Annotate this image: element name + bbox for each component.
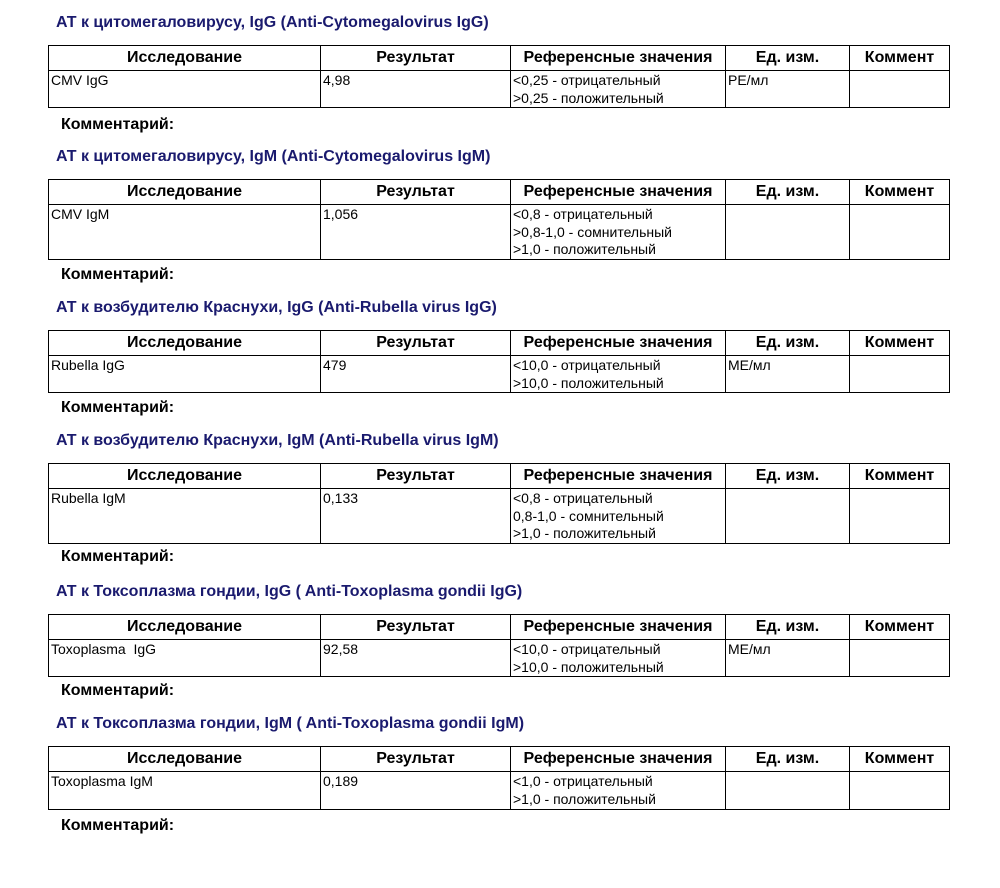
cell-unit — [726, 489, 850, 544]
reference-line: >1,0 - положительный — [513, 525, 656, 541]
header-unit: Ед. изм. — [726, 615, 850, 640]
reference-line: >1,0 - положительный — [513, 241, 656, 257]
cell-reference — [511, 356, 726, 393]
cell-test: Rubella IgG — [49, 356, 321, 393]
cell-reference — [511, 489, 726, 544]
reference-line: <0,8 - отрицательный — [513, 490, 653, 506]
cell-result: 479 — [321, 356, 511, 393]
table-header-row — [49, 747, 950, 772]
reference-line: >10,0 - положительный — [513, 374, 664, 391]
section-title: АТ к возбудителю Краснухи, IgG (Anti-Rubella virus IgG) — [56, 299, 497, 316]
results-table — [48, 463, 950, 544]
header-test: Исследование — [49, 464, 321, 489]
cell-result: 4,98 — [321, 71, 511, 108]
header-unit: Ед. изм. — [726, 747, 850, 772]
cell-unit — [726, 205, 850, 260]
cell-comment — [850, 489, 950, 544]
header-test: Исследование — [49, 747, 321, 772]
header-reference: Референсные значения — [511, 464, 726, 489]
cell-test: Toxoplasma IgM — [49, 772, 321, 810]
cell-test: CMV IgM — [49, 205, 321, 260]
comment-label: Комментарий: — [61, 399, 175, 416]
header-test: Исследование — [49, 46, 321, 71]
section-title: АТ к цитомегаловирусу, IgG (Anti-Cytomegalovirus IgG) — [56, 14, 489, 31]
comment-label: Комментарий: — [61, 116, 175, 133]
cell-comment — [850, 71, 950, 108]
table-row — [49, 640, 950, 677]
cell-unit — [726, 772, 850, 810]
header-result: Результат — [321, 747, 511, 772]
table-header-row — [49, 331, 950, 356]
cell-reference — [511, 71, 726, 108]
results-table — [48, 614, 950, 677]
table-header-row — [49, 46, 950, 71]
cell-unit: МЕ/мл — [726, 640, 850, 677]
header-comment: Коммент — [850, 331, 950, 356]
table-header-row — [49, 464, 950, 489]
reference-line: >0,25 - положительный — [513, 89, 664, 106]
comment-label: Комментарий: — [61, 682, 175, 699]
section-title: АТ к Токсоплазма гондии, IgG ( Anti-Toxoplasma gondii IgG) — [56, 583, 523, 600]
header-comment: Коммент — [850, 464, 950, 489]
reference-line: <1,0 - отрицательный — [513, 773, 653, 789]
comment-label: Комментарий: — [61, 548, 175, 565]
header-comment: Коммент — [850, 46, 950, 71]
results-table — [48, 45, 950, 108]
header-reference: Референсные значения — [511, 180, 726, 205]
reference-line: <10,0 - отрицательный — [513, 641, 661, 657]
cell-result: 92,58 — [321, 640, 511, 677]
header-unit: Ед. изм. — [726, 46, 850, 71]
comment-label: Комментарий: — [61, 266, 175, 283]
reference-line: <0,8 - отрицательный — [513, 206, 653, 222]
header-reference: Референсные значения — [511, 46, 726, 71]
header-comment: Коммент — [850, 747, 950, 772]
results-table — [48, 330, 950, 393]
section-title: АТ к цитомегаловирусу, IgM (Anti-Cytomegalovirus IgM) — [56, 148, 491, 165]
reference-line: <10,0 - отрицательный — [513, 357, 661, 373]
cell-test: Rubella IgM — [49, 489, 321, 544]
section-title: АТ к Токсоплазма гондии, IgM ( Anti-Toxoplasma gondii IgM) — [56, 715, 525, 732]
table-row — [49, 205, 950, 260]
table-header-row — [49, 180, 950, 205]
cell-test: CMV IgG — [49, 71, 321, 108]
header-test: Исследование — [49, 615, 321, 640]
header-result: Результат — [321, 180, 511, 205]
header-comment: Коммент — [850, 180, 950, 205]
results-table — [48, 179, 950, 260]
table-header-row — [49, 615, 950, 640]
reference-line: 0,8-1,0 - сомнительный — [513, 507, 664, 524]
comment-label: Комментарий: — [61, 817, 175, 834]
header-reference: Референсные значения — [511, 615, 726, 640]
cell-reference — [511, 205, 726, 260]
header-unit: Ед. изм. — [726, 464, 850, 489]
table-row — [49, 489, 950, 544]
reference-line: >10,0 - положительный — [513, 658, 664, 675]
reference-line: >0,8-1,0 - сомнительный — [513, 223, 672, 240]
section-title: АТ к возбудителю Краснухи, IgM (Anti-Rubella virus IgM) — [56, 432, 499, 449]
cell-result: 0,189 — [321, 772, 511, 810]
results-table — [48, 746, 950, 810]
cell-test: Toxoplasma IgG — [49, 640, 321, 677]
header-reference: Референсные значения — [511, 331, 726, 356]
header-unit: Ед. изм. — [726, 331, 850, 356]
header-result: Результат — [321, 464, 511, 489]
reference-line: <0,25 - отрицательный — [513, 72, 661, 88]
header-unit: Ед. изм. — [726, 180, 850, 205]
cell-comment — [850, 356, 950, 393]
table-row — [49, 71, 950, 108]
header-result: Результат — [321, 46, 511, 71]
cell-comment — [850, 205, 950, 260]
header-reference: Референсные значения — [511, 747, 726, 772]
cell-result: 0,133 — [321, 489, 511, 544]
reference-line: >1,0 - положительный — [513, 790, 656, 807]
header-test: Исследование — [49, 331, 321, 356]
table-row — [49, 772, 950, 810]
cell-reference — [511, 772, 726, 810]
header-result: Результат — [321, 331, 511, 356]
cell-reference — [511, 640, 726, 677]
cell-unit: МЕ/мл — [726, 356, 850, 393]
header-comment: Коммент — [850, 615, 950, 640]
header-test: Исследование — [49, 180, 321, 205]
header-result: Результат — [321, 615, 511, 640]
cell-comment — [850, 640, 950, 677]
cell-result: 1,056 — [321, 205, 511, 260]
table-row — [49, 356, 950, 393]
cell-comment — [850, 772, 950, 810]
cell-unit: РЕ/мл — [726, 71, 850, 108]
